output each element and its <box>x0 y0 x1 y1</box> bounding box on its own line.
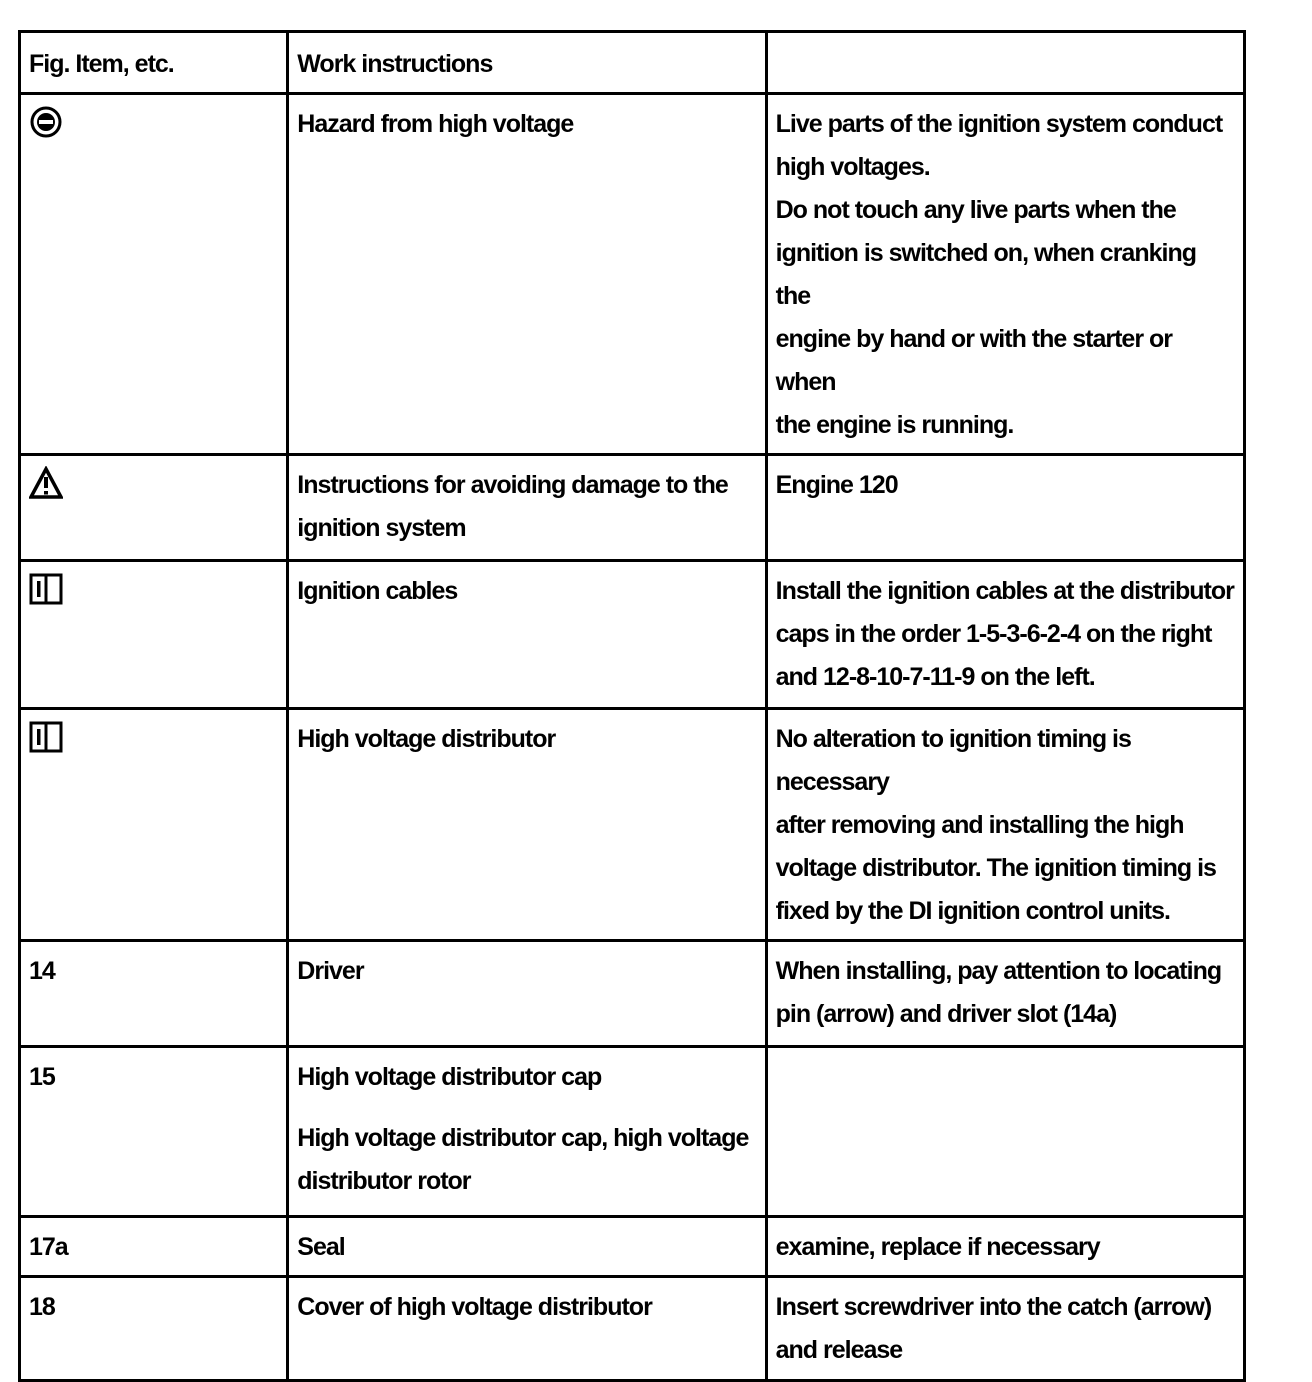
instruction-cell: Seal <box>288 1217 766 1277</box>
header-work-instructions: Work instructions <box>288 32 766 94</box>
instruction-paragraph <box>297 1117 756 1203</box>
note-line: voltage distributor. The ignition timing is <box>775 854 1216 882</box>
fig-item-cell <box>20 561 288 709</box>
note-line: and 12-8-10-7-11-9 on the left. <box>775 663 1095 691</box>
note-line: caps in the order 1-5-3-6-2-4 on the right <box>775 620 1212 648</box>
fig-item-cell: 18 <box>20 1277 288 1381</box>
note-cell <box>766 94 1244 455</box>
note-line: Do not touch any live parts when the <box>775 196 1176 224</box>
instruction-line: High voltage distributor cap, high voltage <box>297 1124 749 1152</box>
note-line: pin (arrow) and driver slot (14a) <box>775 1000 1117 1028</box>
note-cell <box>766 709 1244 941</box>
fig-item-cell <box>20 94 288 455</box>
table-row <box>20 1277 1245 1381</box>
note-cell <box>766 1217 1244 1277</box>
instruction-cell <box>288 455 766 561</box>
table-row <box>20 709 1245 941</box>
note-line: high voltages. <box>775 153 930 181</box>
note-cell <box>766 561 1244 709</box>
note-line: and release <box>775 1336 903 1364</box>
instruction-line: distributor rotor <box>297 1167 471 1195</box>
note-cell <box>766 941 1244 1047</box>
info-book-icon <box>29 572 63 606</box>
note-line: engine by hand or with the starter or when <box>775 325 1173 396</box>
instruction-line: Instructions for avoiding damage to the <box>297 471 728 499</box>
instruction-cell: Driver <box>288 941 766 1047</box>
note-line: ignition is switched on, when cranking the <box>775 239 1196 310</box>
instruction-cell: High voltage distributor <box>288 709 766 941</box>
note-cell <box>766 1047 1244 1217</box>
stop-hazard-icon <box>29 105 63 139</box>
note-line: the engine is running. <box>775 411 1014 439</box>
note-line: fixed by the DI ignition control units. <box>775 897 1170 925</box>
note-line: Install the ignition cables at the distributor <box>775 577 1234 605</box>
note-line: No alteration to ignition timing is necessary <box>775 725 1131 796</box>
instruction-cell: Hazard from high voltage <box>288 94 766 455</box>
header-notes <box>766 32 1244 94</box>
table-row <box>20 941 1245 1047</box>
fig-item-cell: 14 <box>20 941 288 1047</box>
note-cell <box>766 455 1244 561</box>
fig-item-cell: 15 <box>20 1047 288 1217</box>
instruction-line: ignition system <box>297 514 466 542</box>
table-header-row <box>20 32 1245 94</box>
warning-triangle-icon <box>29 466 63 500</box>
instruction-cell: Ignition cables <box>288 561 766 709</box>
table-row <box>20 455 1245 561</box>
note-line: examine, replace if necessary <box>775 1233 1100 1261</box>
note-line: Live parts of the ignition system conduct <box>775 110 1223 138</box>
table-row <box>20 94 1245 455</box>
note-line: Engine 120 <box>775 471 898 499</box>
fig-item-cell: 17a <box>20 1217 288 1277</box>
table-row <box>20 1047 1245 1217</box>
note-line: after removing and installing the high <box>775 811 1184 839</box>
instruction-cell <box>288 1047 766 1217</box>
table-row <box>20 1217 1245 1277</box>
table-row <box>20 561 1245 709</box>
note-cell <box>766 1277 1244 1381</box>
note-line: Insert screwdriver into the catch (arrow) <box>775 1293 1212 1321</box>
note-line: When installing, pay attention to locating <box>775 957 1222 985</box>
header-fig-item: Fig. Item, etc. <box>20 32 288 94</box>
fig-item-cell <box>20 455 288 561</box>
info-book-icon <box>29 720 63 754</box>
fig-item-cell <box>20 709 288 941</box>
instruction-cell: Cover of high voltage distributor <box>288 1277 766 1381</box>
work-instructions-table <box>18 30 1246 1382</box>
instruction-line: High voltage distributor cap <box>297 1063 602 1091</box>
